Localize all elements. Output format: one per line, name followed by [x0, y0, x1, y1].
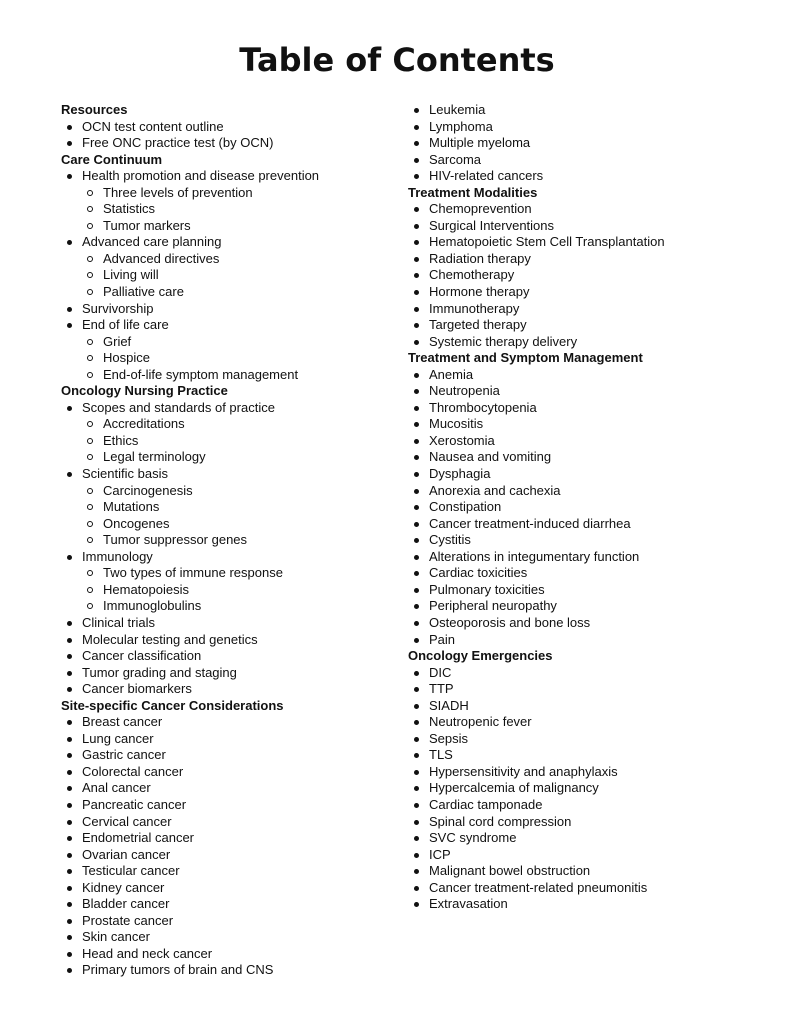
toc-item: Targeted therapy	[408, 317, 768, 334]
toc-item: Pain	[408, 632, 768, 649]
toc-section-heading: Treatment Modalities	[408, 184, 538, 200]
toc-item: TLS	[408, 747, 768, 764]
toc-item: Health promotion and disease prevention	[61, 168, 421, 185]
toc-item: Colorectal cancer	[61, 764, 421, 781]
toc-subitem: Three levels of prevention	[61, 185, 421, 202]
toc-item: Anorexia and cachexia	[408, 483, 768, 500]
toc-item: Surgical Interventions	[408, 218, 768, 235]
toc-item: Multiple myeloma	[408, 135, 768, 152]
toc-item: Peripheral neuropathy	[408, 598, 768, 615]
toc-item: Mucositis	[408, 416, 768, 433]
toc-subitem: Hematopoiesis	[61, 582, 421, 599]
toc-item: Immunology	[61, 549, 421, 566]
toc-item: Alterations in integumentary function	[408, 549, 768, 566]
toc-item: Neutropenia	[408, 383, 768, 400]
toc-item: Sepsis	[408, 731, 768, 748]
toc-subitem: Legal terminology	[61, 449, 421, 466]
toc-subitem: Carcinogenesis	[61, 483, 421, 500]
toc-item: Systemic therapy delivery	[408, 334, 768, 351]
toc-subitem: Hospice	[61, 350, 421, 367]
toc-section-heading: Oncology Nursing Practice	[61, 383, 228, 399]
toc-item: Scientific basis	[61, 466, 421, 483]
toc-item: Free ONC practice test (by OCN)	[61, 135, 421, 152]
toc-item: Cardiac toxicities	[408, 565, 768, 582]
toc-item: TTP	[408, 681, 768, 698]
toc-item: Extravasation	[408, 896, 768, 913]
toc-item: Malignant bowel obstruction	[408, 863, 768, 880]
toc-item: DIC	[408, 665, 768, 682]
toc-item: Endometrial cancer	[61, 830, 421, 847]
toc-subitem: End-of-life symptom management	[61, 367, 421, 384]
toc-item: Advanced care planning	[61, 234, 421, 251]
toc-item: SVC syndrome	[408, 830, 768, 847]
toc-section-heading: Site-specific Cancer Considerations	[61, 697, 284, 713]
toc-subitem: Tumor suppressor genes	[61, 532, 421, 549]
toc-section-heading: Resources	[61, 102, 128, 117]
toc-item: Cervical cancer	[61, 814, 421, 831]
toc-item: Thrombocytopenia	[408, 400, 768, 417]
toc-subitem: Accreditations	[61, 416, 421, 433]
toc-left-column	[61, 102, 421, 979]
toc-item: Breast cancer	[61, 714, 421, 731]
toc-item: Nausea and vomiting	[408, 449, 768, 466]
toc-item: Bladder cancer	[61, 896, 421, 913]
toc-item: Dysphagia	[408, 466, 768, 483]
toc-item: SIADH	[408, 698, 768, 715]
toc-item: Lung cancer	[61, 731, 421, 748]
toc-item: Hypercalcemia of malignancy	[408, 780, 768, 797]
toc-item: Constipation	[408, 499, 768, 516]
toc-item: Pulmonary toxicities	[408, 582, 768, 599]
toc-item: Cancer treatment-related pneumonitis	[408, 880, 768, 897]
toc-item: Immunotherapy	[408, 301, 768, 318]
toc-subitem: Mutations	[61, 499, 421, 516]
toc-item: Neutropenic fever	[408, 714, 768, 731]
toc-item: Chemotherapy	[408, 267, 768, 284]
toc-item: Sarcoma	[408, 152, 768, 169]
toc-item: Cystitis	[408, 532, 768, 549]
toc-section-heading: Treatment and Symptom Management	[408, 350, 643, 366]
toc-item: Primary tumors of brain and CNS	[61, 962, 421, 979]
toc-item: Gastric cancer	[61, 747, 421, 764]
toc-subitem: Immunoglobulins	[61, 598, 421, 615]
toc-item: Testicular cancer	[61, 863, 421, 880]
toc-section-heading: Oncology Emergencies	[408, 648, 553, 664]
toc-item: Hormone therapy	[408, 284, 768, 301]
toc-item: Survivorship	[61, 301, 421, 318]
toc-item: Pancreatic cancer	[61, 797, 421, 814]
toc-item: Skin cancer	[61, 929, 421, 946]
toc-subitem: Oncogenes	[61, 516, 421, 533]
toc-item: Cancer classification	[61, 648, 421, 665]
toc-item: Cancer biomarkers	[61, 681, 421, 698]
toc-subitem: Tumor markers	[61, 218, 421, 235]
toc-item: Radiation therapy	[408, 251, 768, 268]
toc-right-column	[408, 102, 768, 913]
toc-item: Hypersensitivity and anaphylaxis	[408, 764, 768, 781]
toc-item: Ovarian cancer	[61, 847, 421, 864]
toc-item: Osteoporosis and bone loss	[408, 615, 768, 632]
toc-item: Prostate cancer	[61, 913, 421, 930]
toc-item: Chemoprevention	[408, 201, 768, 218]
toc-item: Xerostomia	[408, 433, 768, 450]
toc-item: Hematopoietic Stem Cell Transplantation	[408, 234, 768, 251]
toc-item: Scopes and standards of practice	[61, 400, 421, 417]
toc-item: Tumor grading and staging	[61, 665, 421, 682]
toc-item: Kidney cancer	[61, 880, 421, 897]
toc-subitem: Ethics	[61, 433, 421, 450]
page-title: Table of Contents	[239, 41, 555, 79]
toc-subitem: Living will	[61, 267, 421, 284]
toc-item: OCN test content outline	[61, 119, 421, 136]
toc-item: Leukemia	[408, 102, 768, 119]
toc-item: Lymphoma	[408, 119, 768, 136]
toc-subitem: Two types of immune response	[61, 565, 421, 582]
toc-item: Cardiac tamponade	[408, 797, 768, 814]
toc-section-heading: Care Continuum	[61, 151, 163, 167]
toc-subitem: Grief	[61, 334, 421, 351]
toc-item: ICP	[408, 847, 768, 864]
toc-item: Anemia	[408, 367, 768, 384]
toc-item: Clinical trials	[61, 615, 421, 632]
toc-item: Spinal cord compression	[408, 814, 768, 831]
toc-item: HIV-related cancers	[408, 168, 768, 185]
toc-subitem: Statistics	[61, 201, 421, 218]
toc-item: Anal cancer	[61, 780, 421, 797]
toc-item: Head and neck cancer	[61, 946, 421, 963]
toc-item: Cancer treatment-induced diarrhea	[408, 516, 768, 533]
toc-subitem: Advanced directives	[61, 251, 421, 268]
toc-item: End of life care	[61, 317, 421, 334]
toc-subitem: Palliative care	[61, 284, 421, 301]
toc-item: Molecular testing and genetics	[61, 632, 421, 649]
